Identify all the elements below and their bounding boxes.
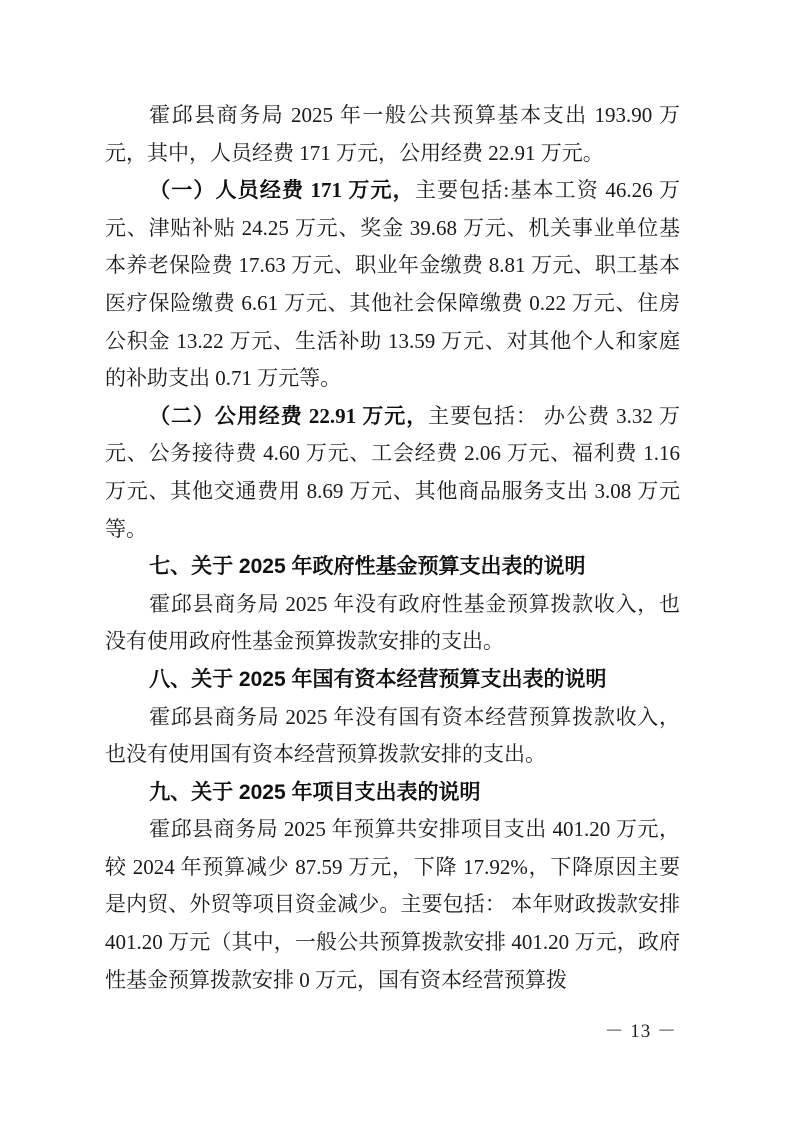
paragraph-text: 主要包括:基本工资 46.26 万元、津贴补贴 24.25 万元、奖金 39.68 万元、机关事业单位基本养老保险费 17.63 万元、职业年金缴费 8.81 万元、职工基本医疗保险缴费 6.61 万元、其他社会保障缴费 0.22 万元、住房公积金 13.22 万元、生活补助 13.59 万元、对其他个人和家庭的补助支出 0.71 万元等。	[105, 178, 680, 391]
section-heading-7: 七、关于 2025 年政府性基金预算支出表的说明	[149, 555, 586, 579]
section-heading-9: 九、关于 2025 年项目支出表的说明	[149, 780, 481, 804]
bold-run-personnel-funds: （一）人员经费 171 万元，	[149, 178, 415, 203]
document-body	[105, 97, 680, 999]
body-paragraph: 霍邱县商务局 2025 年一般公共预算基本支出 193.90 万元，其中，人员经费 171 万元，公用经费 22.91 万元。	[105, 103, 680, 165]
body-paragraph	[105, 172, 680, 398]
section-heading-8: 八、关于 2025 年国有资本经营预算支出表的说明	[149, 667, 607, 691]
paragraph-text: 主要包括： 办公费 3.32 万元、公务接待费 4.60 万元、工会经费 2.06 万元、福利费 1.16 万元、其他交通费用 8.69 万元、其他商品服务支出 3.08 万元等。	[105, 403, 681, 541]
body-paragraph: 霍邱县商务局 2025 年没有国有资本经营预算拨款收入，也没有使用国有资本经营预算拨款安排的支出。	[105, 704, 680, 767]
page-number: － 13 －	[604, 1021, 677, 1042]
bold-run-public-funds: （二）公用经费 22.91 万元，	[149, 403, 429, 428]
body-paragraph	[105, 398, 680, 548]
body-paragraph: 霍邱县商务局 2025 年预算共安排项目支出 401.20 万元，较 2024 年预算减少 87.59 万元，下降 17.92%，下降原因主要是内贸、外贸等项目资金减少。主要包括： 本年财政拨款安排 401.20 万元（其中，一般公共预算拨款安排 401.20 万元，政府性基金预算拨款安排 0 万元，国有资本经营预算拨	[105, 817, 680, 992]
body-paragraph: 霍邱县商务局 2025 年没有政府性基金预算拨款收入，也没有使用政府性基金预算拨款安排的支出。	[105, 591, 680, 654]
